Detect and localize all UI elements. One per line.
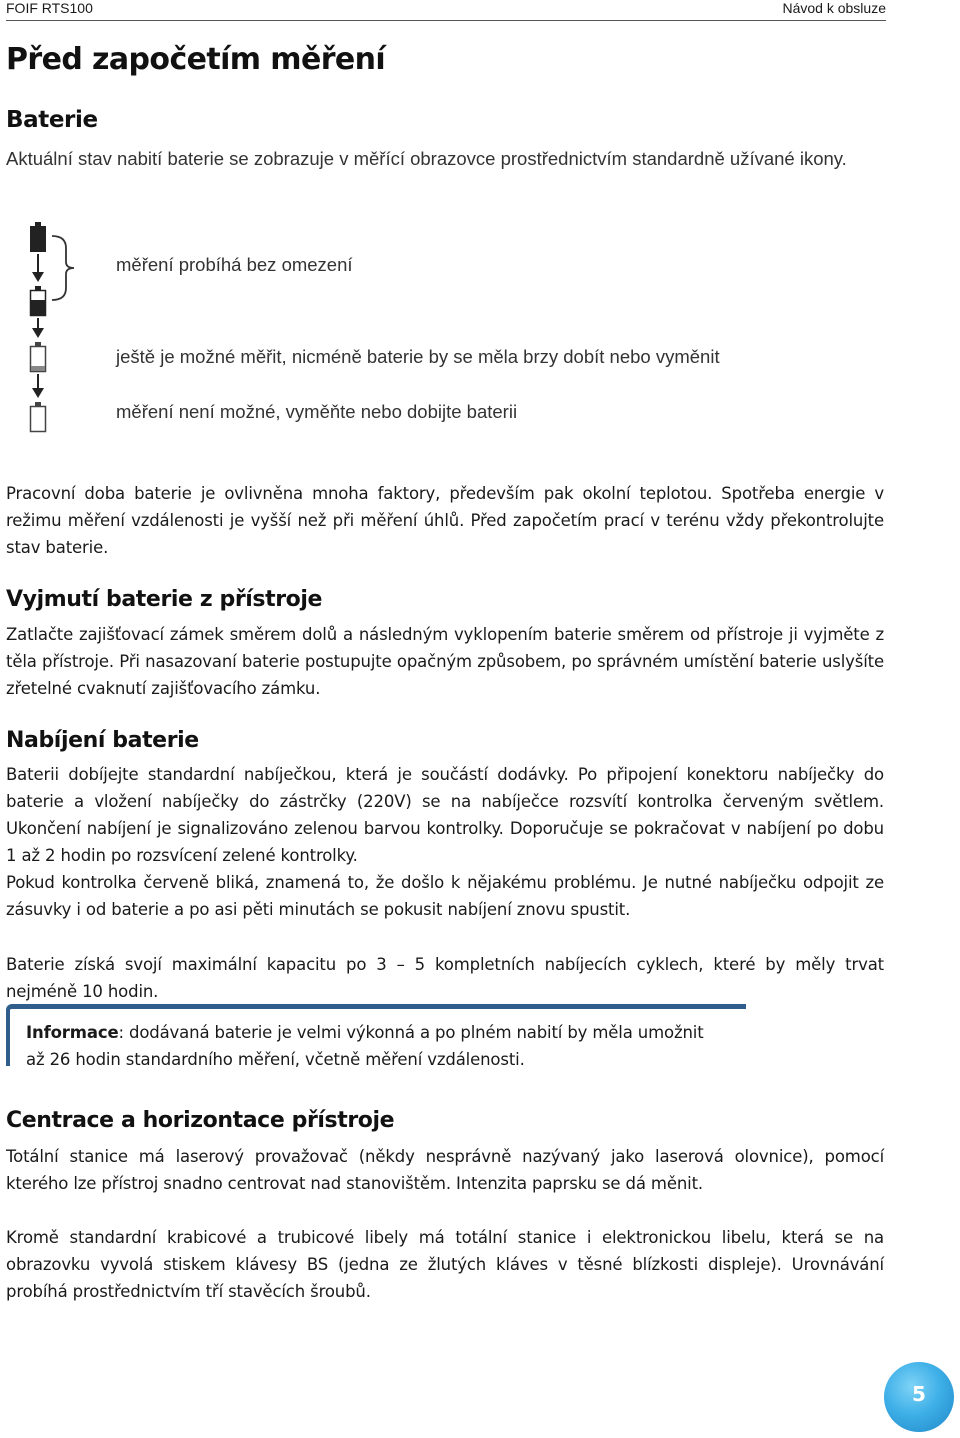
- charging-text-3: Baterie získá svojí maximální kapacitu po 3 – 5 kompletních nabíjecích cyklech, které by měly trvat nejméně 10 hodin.: [6, 955, 884, 1001]
- page-title: Před započetím měření: [6, 42, 386, 77]
- info-line-2: až 26 hodin standardního měření, včetně měření vzdálenosti.: [26, 1050, 525, 1069]
- section-heading-centering: Centrace a horizontace přístroje: [6, 1108, 395, 1133]
- section-heading-charging: Nabíjení baterie: [6, 728, 199, 753]
- centering-text-2: Kromě standardní krabicové a trubicové libely má totální stanice i elektronickou libelu, která se na obrazovku vyvolá stiskem klávesy BS (jedna ze žlutých kláves v těsné blízkosti displeje). Urovnávání probíhá prostřednictvím tří stavěcích šroubů.: [6, 1228, 884, 1301]
- battery-status-icons: [22, 222, 94, 434]
- page-number-badge: 5: [884, 1362, 954, 1432]
- battery-full-icon: [30, 222, 46, 252]
- battery-legend-empty: měření není možné, vyměňte nebo dobijte baterii: [116, 401, 518, 422]
- battery-intro: Aktuální stav nabití baterie se zobrazuje v měřící obrazovce prostřednictvím standardně užívané ikony.: [6, 148, 847, 169]
- bracket-icon: [52, 236, 74, 300]
- battery-legend-full: měření probíhá bez omezení: [116, 254, 353, 275]
- arrow-down-icon: [32, 318, 44, 338]
- info-label: Informace: [26, 1023, 119, 1042]
- info-box-text: [26, 1019, 766, 1073]
- charging-text-1: Baterii dobíjejte standardní nabíječkou, která je součástí dodávky. Po připojení konektoru nabíječky do baterie a vložení nabíječky do zástrčky (220V) se na nabíječce rozsvítí kontrolka červeným světlem. Ukončení nabíjení je signalizováno zelenou barvou kontrolky. Doporučuje se pokračovat v nabíjení po dobu 1 až 2 hodin po rozsvícení zelené kontrolky.: [6, 765, 884, 865]
- battery-half-icon: [31, 286, 46, 316]
- info-line-1: : dodávaná baterie je velmi výkonná a po plném nabití by měla umožnit: [118, 1023, 704, 1042]
- section-heading-battery: Baterie: [6, 107, 98, 133]
- section-heading-removal: Vyjmutí baterie z přístroje: [6, 587, 323, 612]
- centering-text-1: Totální stanice má laserový provažovač (někdy nesprávně nazývaný jako laserová olovnice), pomocí kterého lze přístroj snadno centrovat nad stanovištěm. Intenzita paprsku se dá měnit.: [6, 1147, 884, 1193]
- charging-text-2: Pokud kontrolka červeně bliká, znamená to, že došlo k nějakému problému. Je nutné nabíječku odpojit ze zásuvky i od baterie a po asi pěti minutách se pokusit nabíjení znovu spustit.: [6, 873, 884, 919]
- page-header: [6, 0, 886, 21]
- header-manual-title: Návod k obsluze: [782, 0, 886, 16]
- arrow-down-icon: [32, 374, 44, 398]
- removal-text: Zatlačte zajišťovací zámek směrem dolů a následným vyklopením baterie směrem od přístroje ji vyjměte z těla přístroje. Při nasazovaní baterie postupujte opačným způsobem, po správném umístění baterie uslyšíte zřetelné cvaknutí zajišťovacího zámku.: [6, 625, 884, 698]
- battery-low-icon: [31, 342, 46, 372]
- info-box: [6, 1004, 746, 1069]
- header-product: FOIF RTS100: [6, 0, 93, 16]
- arrow-down-icon: [32, 254, 44, 282]
- battery-legend-low: ještě je možné měřit, nicméně baterie by se měla brzy dobít nebo vyměnit: [116, 346, 720, 367]
- battery-empty-icon: [31, 402, 46, 432]
- battery-text: Pracovní doba baterie je ovlivněna mnoha faktory, především pak okolní teplotou. Spotřeba energie v režimu měření vzdálenosti je vyšší než při měření úhlů. Před započetím prací v terénu vždy překontrolujte stav baterie.: [6, 484, 884, 557]
